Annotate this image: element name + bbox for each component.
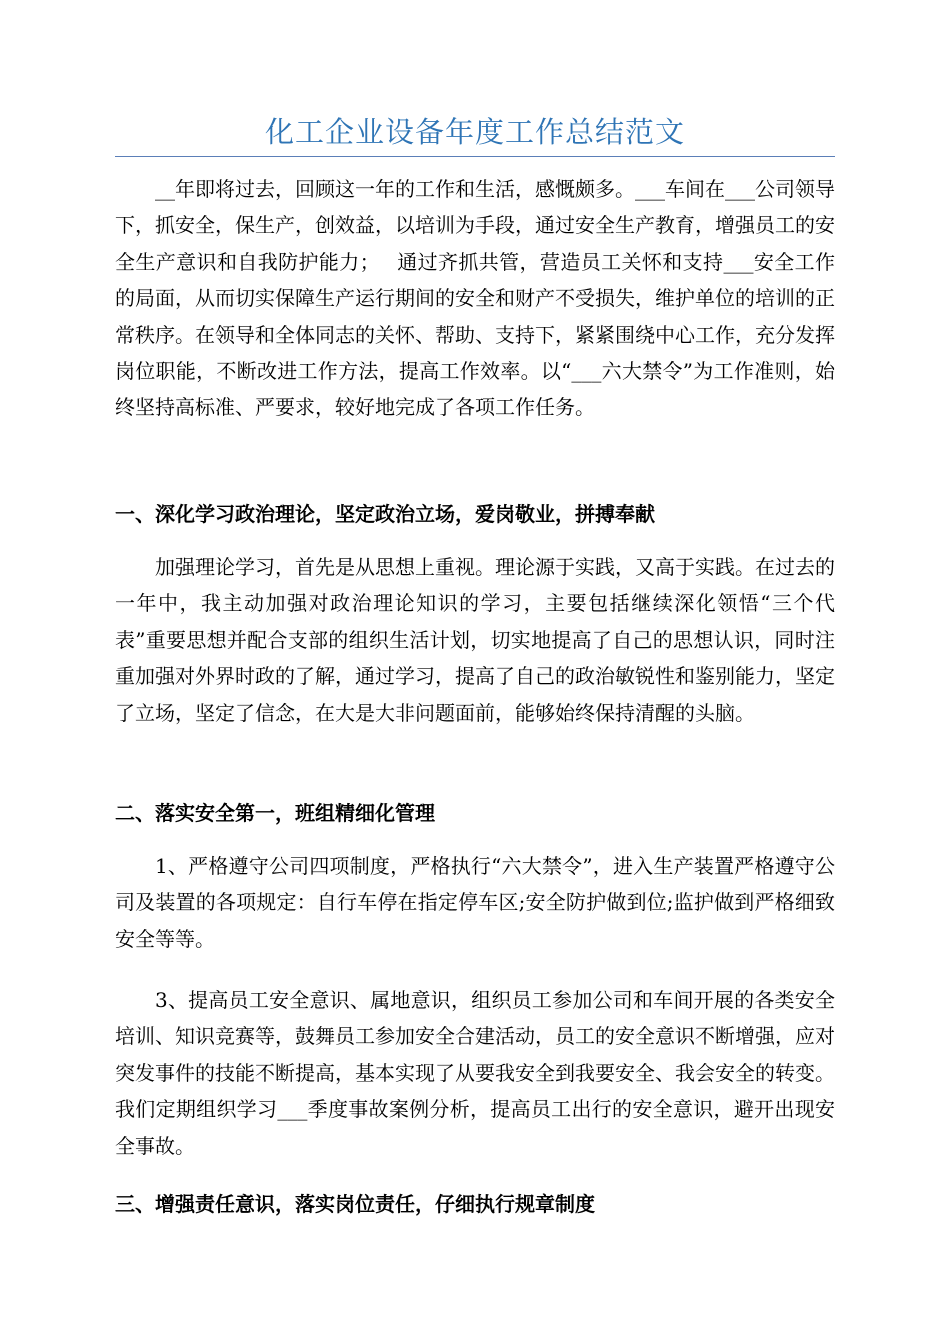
section-heading-1: 一、深化学习政治理论，坚定政治立场，爱岗敬业，拼搏奉献 <box>115 502 655 526</box>
title-block <box>115 112 835 157</box>
section2-item-3: 3、提高员工安全意识、属地意识，组织员工参加公司和车间开展的各类安全培训、知识竞赛等，鼓舞员工参加安全合建活动，员工的安全意识不断增强，应对突发事件的技能不断提高，基本实现了从要我安全到我要安全、我会安全的转变。我们定期组织学习___季度事故案例分析，提高员工出行的安全意识，避开出现安全事故。 <box>115 988 835 1158</box>
intro-paragraph: __年即将过去，回顾这一年的工作和生活，感慨颇多。___车间在___公司领导下，抓安全，保生产，创效益，以培训为手段，通过安全生产教育，增强员工的安全生产意识和自我防护能力； 通过齐抓共管，营造员工关怀和支持___安全工作的局面，从而切实保障生产运行期间的安全和财产不受损失，维护单位的培训的正常秩序。在领导和全体同志的关怀、帮助、支持下，紧紧围绕中心工作，充分发挥岗位职能，不断改进工作方法，提高工作效率。以“___六大禁令”为工作准则，始终坚持高标准、严要求，较好地完成了各项工作任务。 <box>115 177 835 420</box>
section-heading-2: 二、落实安全第一，班组精细化管理 <box>115 801 435 825</box>
section2-item-1: 1、严格遵守公司四项制度，严格执行“六大禁令”，进入生产装置严格遵守公司及装置的各项规定：自行车停在指定停车区;安全防护做到位;监护做到严格细致安全等等。 <box>115 854 835 951</box>
section-heading-3: 三、增强责任意识，落实岗位责任，仔细执行规章制度 <box>115 1192 595 1216</box>
section1-paragraph: 加强理论学习，首先是从思想上重视。理论源于实践，又高于实践。在过去的一年中，我主动加强对政治理论知识的学习，主要包括继续深化领悟“三个代表”重要思想并配合支部的组织生活计划，切实地提高了自己的思想认识，同时注重加强对外界时政的了解，通过学习，提高了自己的政治敏锐性和鉴别能力，坚定了立场，坚定了信念，在大是大非问题面前，能够始终保持清醒的头脑。 <box>115 555 835 725</box>
document-title: 化工企业设备年度工作总结范文 <box>264 115 685 149</box>
